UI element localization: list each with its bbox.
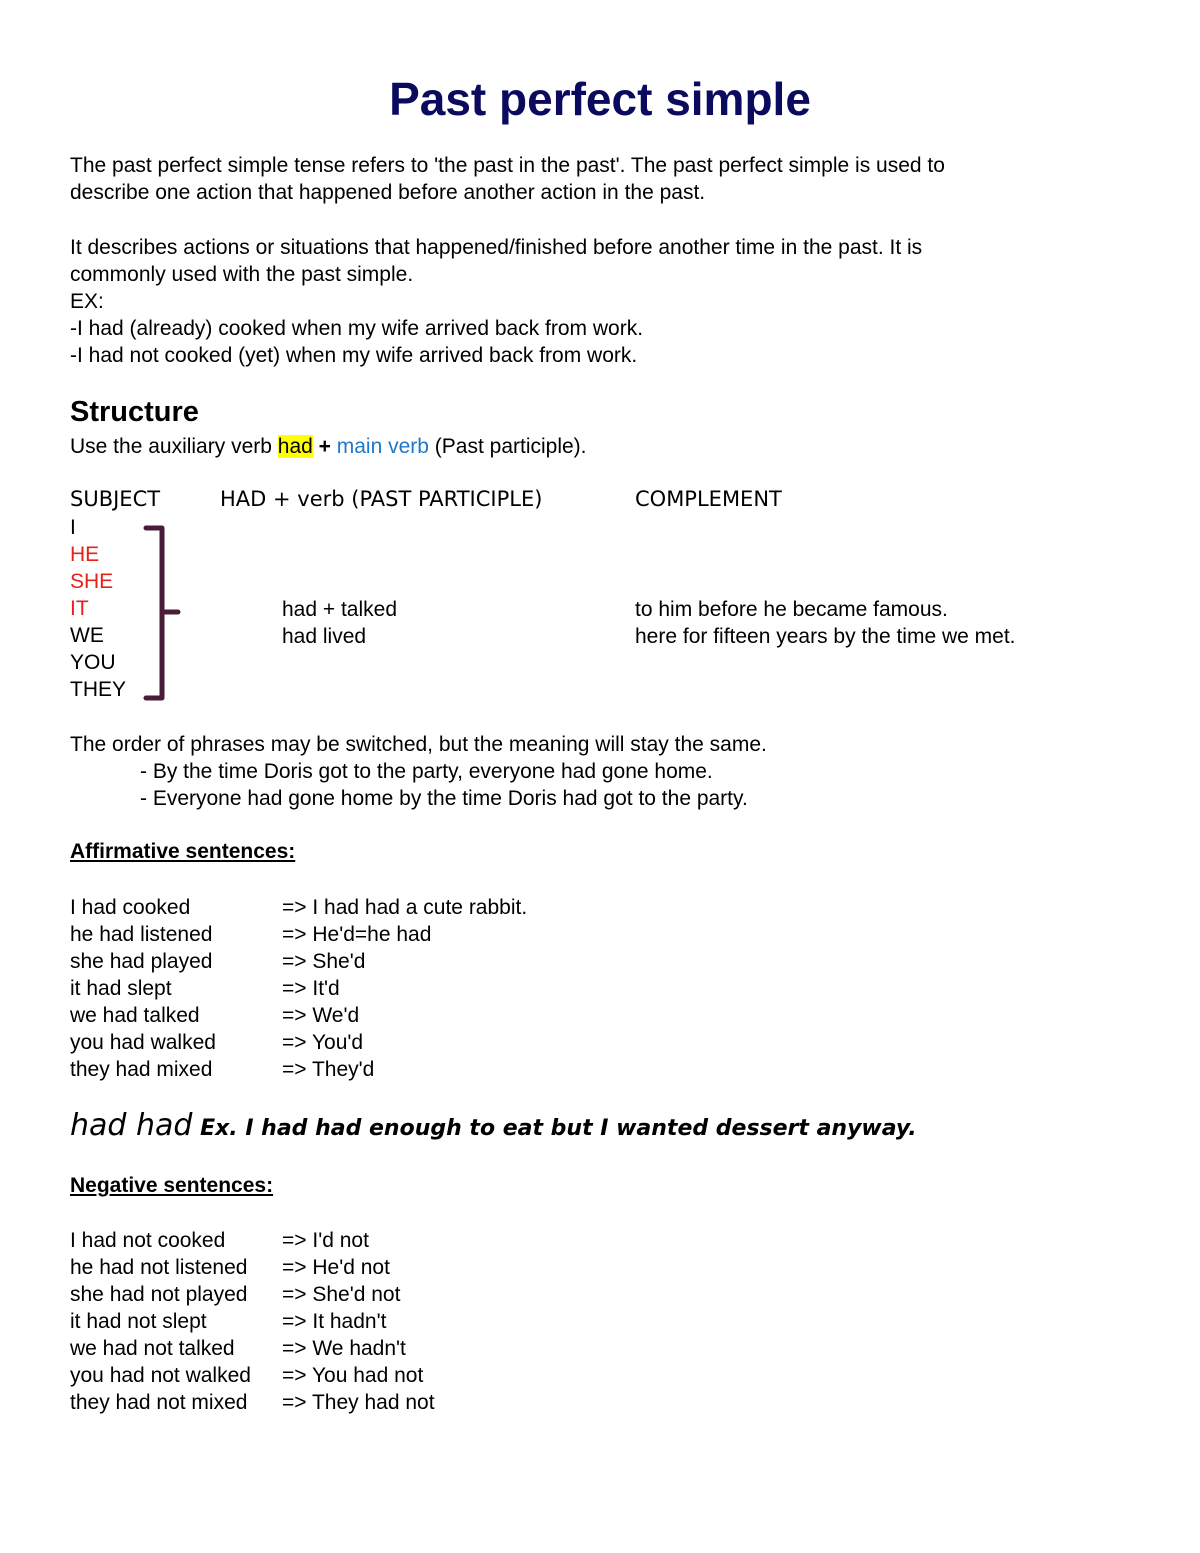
complement-item: here for fifteen years by the time we met. [635,625,1016,648]
affirmative-left-list [70,894,216,1083]
negative-contraction: => You had not [282,1364,424,1387]
affirmative-right-list [282,894,527,1083]
order-paragraph [70,731,767,812]
had-had-ex-label: Ex. [192,1116,238,1141]
negative-contraction: => He'd not [282,1256,390,1279]
negative-heading: Negative sentences: [70,1174,274,1197]
negative-form: it had not slept [70,1310,207,1333]
affirmative-form: you had walked [70,1031,216,1054]
intro-line: describe one action that happened before another action in the past. [70,181,706,204]
had-had-sentence: I had had enough to eat but I wanted dessert anyway. [237,1116,917,1141]
negative-form: they had not mixed [70,1391,248,1414]
had-had-label: had had [70,1108,193,1143]
had-had-example [70,1108,917,1143]
verb-item: had + talked [282,598,398,621]
verb-list [282,596,397,650]
subject-item: HE [70,543,100,566]
complement-item: to him before he became famous. [635,598,948,621]
affirmative-heading: Affirmative sentences: [70,840,296,863]
affirmative-form: I had cooked [70,896,191,919]
order-line: The order of phrases may be switched, but the meaning will stay the same. [70,733,767,756]
subject-item: THEY [70,678,127,701]
negative-form: I had not cooked [70,1229,226,1252]
subject-item: I [70,516,76,539]
example-label: EX: [70,290,104,313]
order-example: - By the time Doris got to the party, everyone had gone home. [140,760,713,783]
describes-line: commonly used with the past simple. [70,263,414,286]
affirmative-form: he had listened [70,923,213,946]
affirmative-contraction: => I had had a cute rabbit. [282,896,528,919]
affirmative-contraction: => You'd [282,1031,364,1054]
header-had-verb: HAD + verb (PAST PARTICIPLE) [220,487,543,511]
negative-contraction: => They had not [282,1391,435,1414]
header-subject: SUBJECT [70,487,161,511]
describes-line: It describes actions or situations that happened/finished before another time in the past. It is [70,236,923,259]
example-sentence: -I had not cooked (yet) when my wife arrived back from work. [70,344,638,367]
affirmative-form: it had slept [70,977,172,1000]
plus-sign: + [312,435,337,458]
negative-right-list [282,1227,435,1416]
negative-form: he had not listened [70,1256,248,1279]
negative-form: you had not walked [70,1364,251,1387]
subject-item: IT [70,597,89,620]
highlight-had: had [277,435,313,458]
structure-heading: Structure [70,396,199,428]
describes-paragraph [70,234,922,369]
header-complement: COMPLEMENT [635,487,782,511]
complement-list [635,596,1016,650]
negative-contraction: => It hadn't [282,1310,387,1333]
affirmative-contraction: => He'd=he had [282,923,432,946]
negative-contraction: => We hadn't [282,1337,406,1360]
bracket-icon [140,520,190,706]
affirmative-contraction: => We'd [282,1004,360,1027]
negative-contraction: => She'd not [282,1283,401,1306]
order-example: - Everyone had gone home by the time Doris had got to the party. [140,787,748,810]
example-sentence: -I had (already) cooked when my wife arrived back from work. [70,317,644,340]
affirmative-contraction: => They'd [282,1058,375,1081]
subject-item: YOU [70,651,116,674]
negative-form: she had not played [70,1283,248,1306]
page-title: Past perfect simple [389,73,811,125]
affirmative-contraction: => It'd [282,977,340,1000]
intro-paragraph [70,152,945,206]
structure-prefix: Use the auxiliary verb [70,435,278,458]
affirmative-form: she had played [70,950,213,973]
negative-left-list [70,1227,251,1416]
verb-item: had lived [282,625,367,648]
subject-item: SHE [70,570,114,593]
negative-contraction: => I'd not [282,1229,369,1252]
main-verb-text: main verb [336,435,429,458]
affirmative-form: we had talked [70,1004,200,1027]
subject-item: WE [70,624,104,647]
affirmative-form: they had mixed [70,1058,213,1081]
negative-form: we had not talked [70,1337,235,1360]
affirmative-contraction: => She'd [282,950,366,973]
structure-description [70,433,587,460]
subject-list [70,514,126,703]
intro-line: The past perfect simple tense refers to 'the past in the past'. The past perfect simple is used to [70,154,945,177]
structure-suffix: (Past participle). [428,435,587,458]
